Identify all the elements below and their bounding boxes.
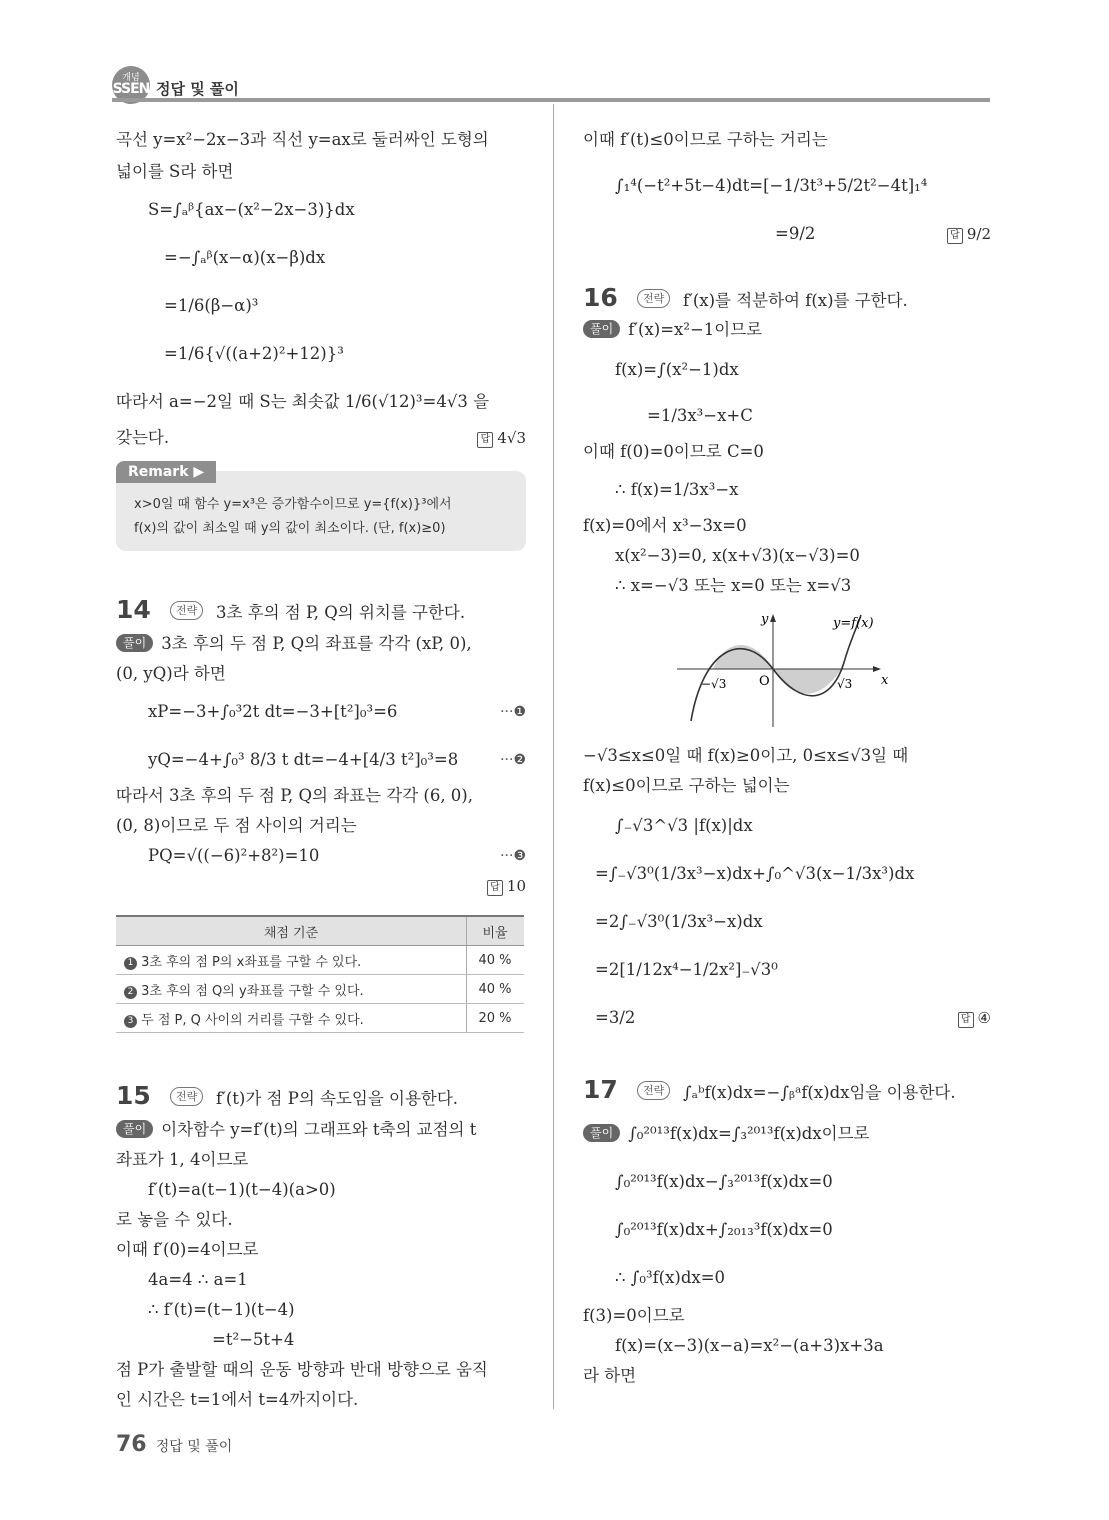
- text-line: 넓이를 S라 하면: [116, 162, 234, 181]
- left-root-label: −√3: [701, 677, 727, 691]
- math-line: =t²−5t+4: [212, 1330, 295, 1349]
- y-axis-label: y: [761, 612, 769, 627]
- strategy-text: f′(t)가 점 P의 속도임을 이용한다.: [216, 1089, 459, 1108]
- math-line: =2∫₋√3⁰(1/3x³−x)dx: [595, 912, 763, 931]
- footer-text: 정답 및 풀이: [155, 1439, 233, 1455]
- column-divider: [553, 104, 554, 1409]
- question-number: 16: [583, 283, 618, 312]
- strategy-tag: 전략: [637, 289, 670, 308]
- text-line: f(3)=0이므로: [583, 1306, 685, 1325]
- table-row: [116, 975, 524, 1004]
- text-line: 풀이 이차함수 y=f′(t)의 그래프와 t축의 교점의 t: [116, 1119, 526, 1141]
- math-line: xP=−3+∫₀³2t dt=−3+[t²]₀³=6 ···❶: [148, 702, 526, 721]
- strategy-tag: 전략: [170, 601, 203, 620]
- table-header: 채점 기준: [116, 916, 467, 946]
- text-line: 라 하면: [583, 1366, 637, 1385]
- answer-icon: 답: [477, 432, 493, 448]
- page-number: 76: [116, 1432, 147, 1457]
- text-line: 이때 f(0)=0이므로 C=0: [583, 442, 764, 461]
- table-row: [116, 1004, 524, 1033]
- table-header-row: [116, 916, 524, 946]
- text-line: f(x)≤0이므로 구하는 넓이는: [583, 776, 790, 795]
- solution-tag: 풀이: [116, 1120, 153, 1138]
- q15-heading: [116, 1081, 526, 1115]
- text-line: 따라서 3초 후의 두 점 P, Q의 좌표는 각각 (6, 0),: [116, 786, 473, 805]
- question-number: 14: [116, 595, 151, 624]
- math-line: =1/6(β−α)³: [164, 296, 259, 315]
- brand-logo: 개념 SSEN: [112, 66, 150, 104]
- math-line: ∴ x=−√3 또는 x=0 또는 x=√3: [615, 576, 852, 595]
- step-number-icon: 1: [124, 957, 137, 970]
- text-line: 좌표가 1, 4이므로: [116, 1150, 249, 1169]
- page-footer: [116, 1432, 232, 1457]
- math-line: PQ=√((−6)²+8²)=10 ···❸: [148, 846, 526, 865]
- math-line: ∫₁⁴(−t²+5t−4)dt=[−1/3t³+5/2t²−4t]₁⁴: [615, 176, 928, 195]
- step-mark: ···❸: [500, 848, 526, 864]
- math-line: f(x)=∫(x²−1)dx: [615, 360, 739, 379]
- text-line: 이때 f′(0)=4이므로: [116, 1240, 259, 1259]
- strategy-text: ∫ₐᵇf(x)dx=−∫ᵦᵃf(x)dx임을 이용한다.: [683, 1083, 956, 1102]
- answer-line: [116, 875, 526, 897]
- math-line: ∫₋√3^√3 |f(x)|dx: [615, 816, 753, 835]
- curve-label: y=f(x): [833, 616, 874, 631]
- step-mark: ···❷: [500, 752, 526, 768]
- text-line: 점 P가 출발할 때의 운동 방향과 반대 방향으로 움직: [116, 1360, 488, 1379]
- question-number: 17: [583, 1075, 618, 1104]
- question-number: 15: [116, 1081, 151, 1110]
- text-line: 곡선 y=x²−2x−3과 직선 y=ax로 둘러싸인 도형의: [116, 130, 489, 149]
- answer-icon: 답: [487, 880, 503, 896]
- remark-box: [116, 464, 526, 551]
- left-column: [116, 125, 526, 1411]
- text-line: 로 놓을 수 있다.: [116, 1210, 233, 1229]
- math-line: =2[1/12x⁴−1/2x²]₋√3⁰: [595, 960, 778, 979]
- math-line: ∫₀²⁰¹³f(x)dx−∫₃²⁰¹³f(x)dx=0: [615, 1172, 833, 1191]
- function-graph: [673, 609, 903, 729]
- solution-tag: 풀이: [583, 320, 620, 338]
- math-line: x(x²−3)=0, x(x+√3)(x−√3)=0: [615, 546, 860, 565]
- origin-label: O: [759, 674, 770, 689]
- math-line: =−∫ₐᵝ(x−α)(x−β)dx: [164, 248, 326, 267]
- text-line: (0, yQ)라 하면: [116, 664, 226, 683]
- table-cell: 40 %: [467, 975, 525, 1004]
- strategy-text: f′(x)를 적분하여 f(x)를 구한다.: [683, 291, 908, 310]
- strategy-text: 3초 후의 점 P, Q의 위치를 구한다.: [216, 603, 466, 622]
- grading-table: [116, 915, 524, 1033]
- text-line: 이때 f′(t)≤0이므로 구하는 거리는: [583, 130, 828, 149]
- y-axis-arrow-icon: [770, 614, 776, 622]
- answer-icon: 답: [958, 1012, 974, 1028]
- step-number-icon: 2: [124, 986, 137, 999]
- answer: 답 10: [487, 875, 526, 897]
- q16-heading: [583, 283, 991, 317]
- table-cell: 40 %: [467, 946, 525, 975]
- math-line: =1/3x³−x+C: [647, 406, 753, 425]
- answer: 답 ④: [958, 1007, 991, 1029]
- answer: 답 9/2: [947, 223, 991, 245]
- table-cell: 2 3초 후의 점 Q의 y좌표를 구할 수 있다.: [116, 975, 467, 1004]
- header-title: 정답 및 풀이: [156, 80, 239, 98]
- q17-heading: [583, 1075, 991, 1109]
- step-number-icon: 3: [124, 1015, 137, 1028]
- text-line: f(x)=0에서 x³−3x=0: [583, 516, 747, 535]
- math-line: =1/6{√((a+2)²+12)}³: [164, 344, 344, 363]
- step-mark: ···❶: [500, 704, 526, 720]
- math-line: ∴ f′(t)=(t−1)(t−4): [148, 1300, 295, 1319]
- remark-tag: Remark ▶: [116, 461, 216, 483]
- text-line: −√3≤x≤0일 때 f(x)≥0이고, 0≤x≤√3일 때: [583, 746, 909, 765]
- remark-line: x>0일 때 함수 y=x³은 증가함수이므로 y={f(x)}³에서: [134, 497, 452, 512]
- math-line: ∴ f(x)=1/3x³−x: [615, 480, 739, 499]
- strategy-tag: 전략: [637, 1081, 670, 1100]
- x-axis-label: x: [881, 673, 889, 688]
- math-line: f(x)=(x−3)(x−a)=x²−(a+3)x+3a: [615, 1336, 884, 1355]
- graph-svg: [673, 609, 903, 729]
- answer: 답 4√3: [477, 427, 526, 449]
- math-line: =3/2 답 ④: [595, 1008, 991, 1027]
- math-line: 풀이 ∫₀²⁰¹³f(x)dx=∫₃²⁰¹³f(x)dx이므로: [583, 1123, 991, 1145]
- right-column: [583, 125, 991, 1387]
- q14-heading: [116, 595, 526, 629]
- math-line: yQ=−4+∫₀³ 8/3 t dt=−4+[4/3 t²]₀³=8 ···❷: [148, 750, 526, 769]
- table-header: 비율: [467, 916, 525, 946]
- text-line: (0, 8)이므로 두 점 사이의 거리는: [116, 816, 357, 835]
- answer-icon: 답: [947, 228, 963, 244]
- table-cell: 3 두 점 P, Q 사이의 거리를 구할 수 있다.: [116, 1004, 467, 1033]
- text-line: 인 시간은 t=1에서 t=4까지이다.: [116, 1390, 359, 1409]
- text-line: 풀이 f′(x)=x²−1이므로: [583, 319, 991, 341]
- math-line: 4a=4 ∴ a=1: [148, 1270, 248, 1289]
- math-line: =9/2 답 9/2: [775, 224, 991, 243]
- math-line: ∴ ∫₀³f(x)dx=0: [615, 1268, 726, 1287]
- strategy-tag: 전략: [170, 1087, 203, 1106]
- math-line: f′(t)=a(t−1)(t−4)(a>0): [148, 1180, 336, 1199]
- solution-tag: 풀이: [583, 1124, 620, 1142]
- header-rule: [112, 98, 990, 102]
- math-line: =∫₋√3⁰(1/3x³−x)dx+∫₀^√3(x−1/3x³)dx: [595, 864, 915, 883]
- right-root-label: √3: [837, 677, 853, 691]
- math-line: ∫₀²⁰¹³f(x)dx+∫₂₀₁₃³f(x)dx=0: [615, 1220, 833, 1239]
- solution-tag: 풀이: [116, 634, 153, 652]
- table-cell: 20 %: [467, 1004, 525, 1033]
- x-axis-arrow-icon: [873, 666, 881, 672]
- text-line: 갖는다. 답 4√3: [116, 428, 526, 447]
- text-line: 풀이 3초 후의 두 점 P, Q의 좌표를 각각 (xP, 0),: [116, 633, 526, 655]
- table-row: [116, 946, 524, 975]
- text-line: 따라서 a=−2일 때 S는 최솟값 1/6(√12)³=4√3 을: [116, 392, 490, 411]
- math-line: S=∫ₐᵝ{ax−(x²−2x−3)}dx: [148, 200, 355, 219]
- remark-line: f(x)의 값이 최소일 때 y의 값이 최소이다. (단, f(x)≥0): [134, 521, 446, 536]
- table-cell: 1 3초 후의 점 P의 x좌표를 구할 수 있다.: [116, 946, 467, 975]
